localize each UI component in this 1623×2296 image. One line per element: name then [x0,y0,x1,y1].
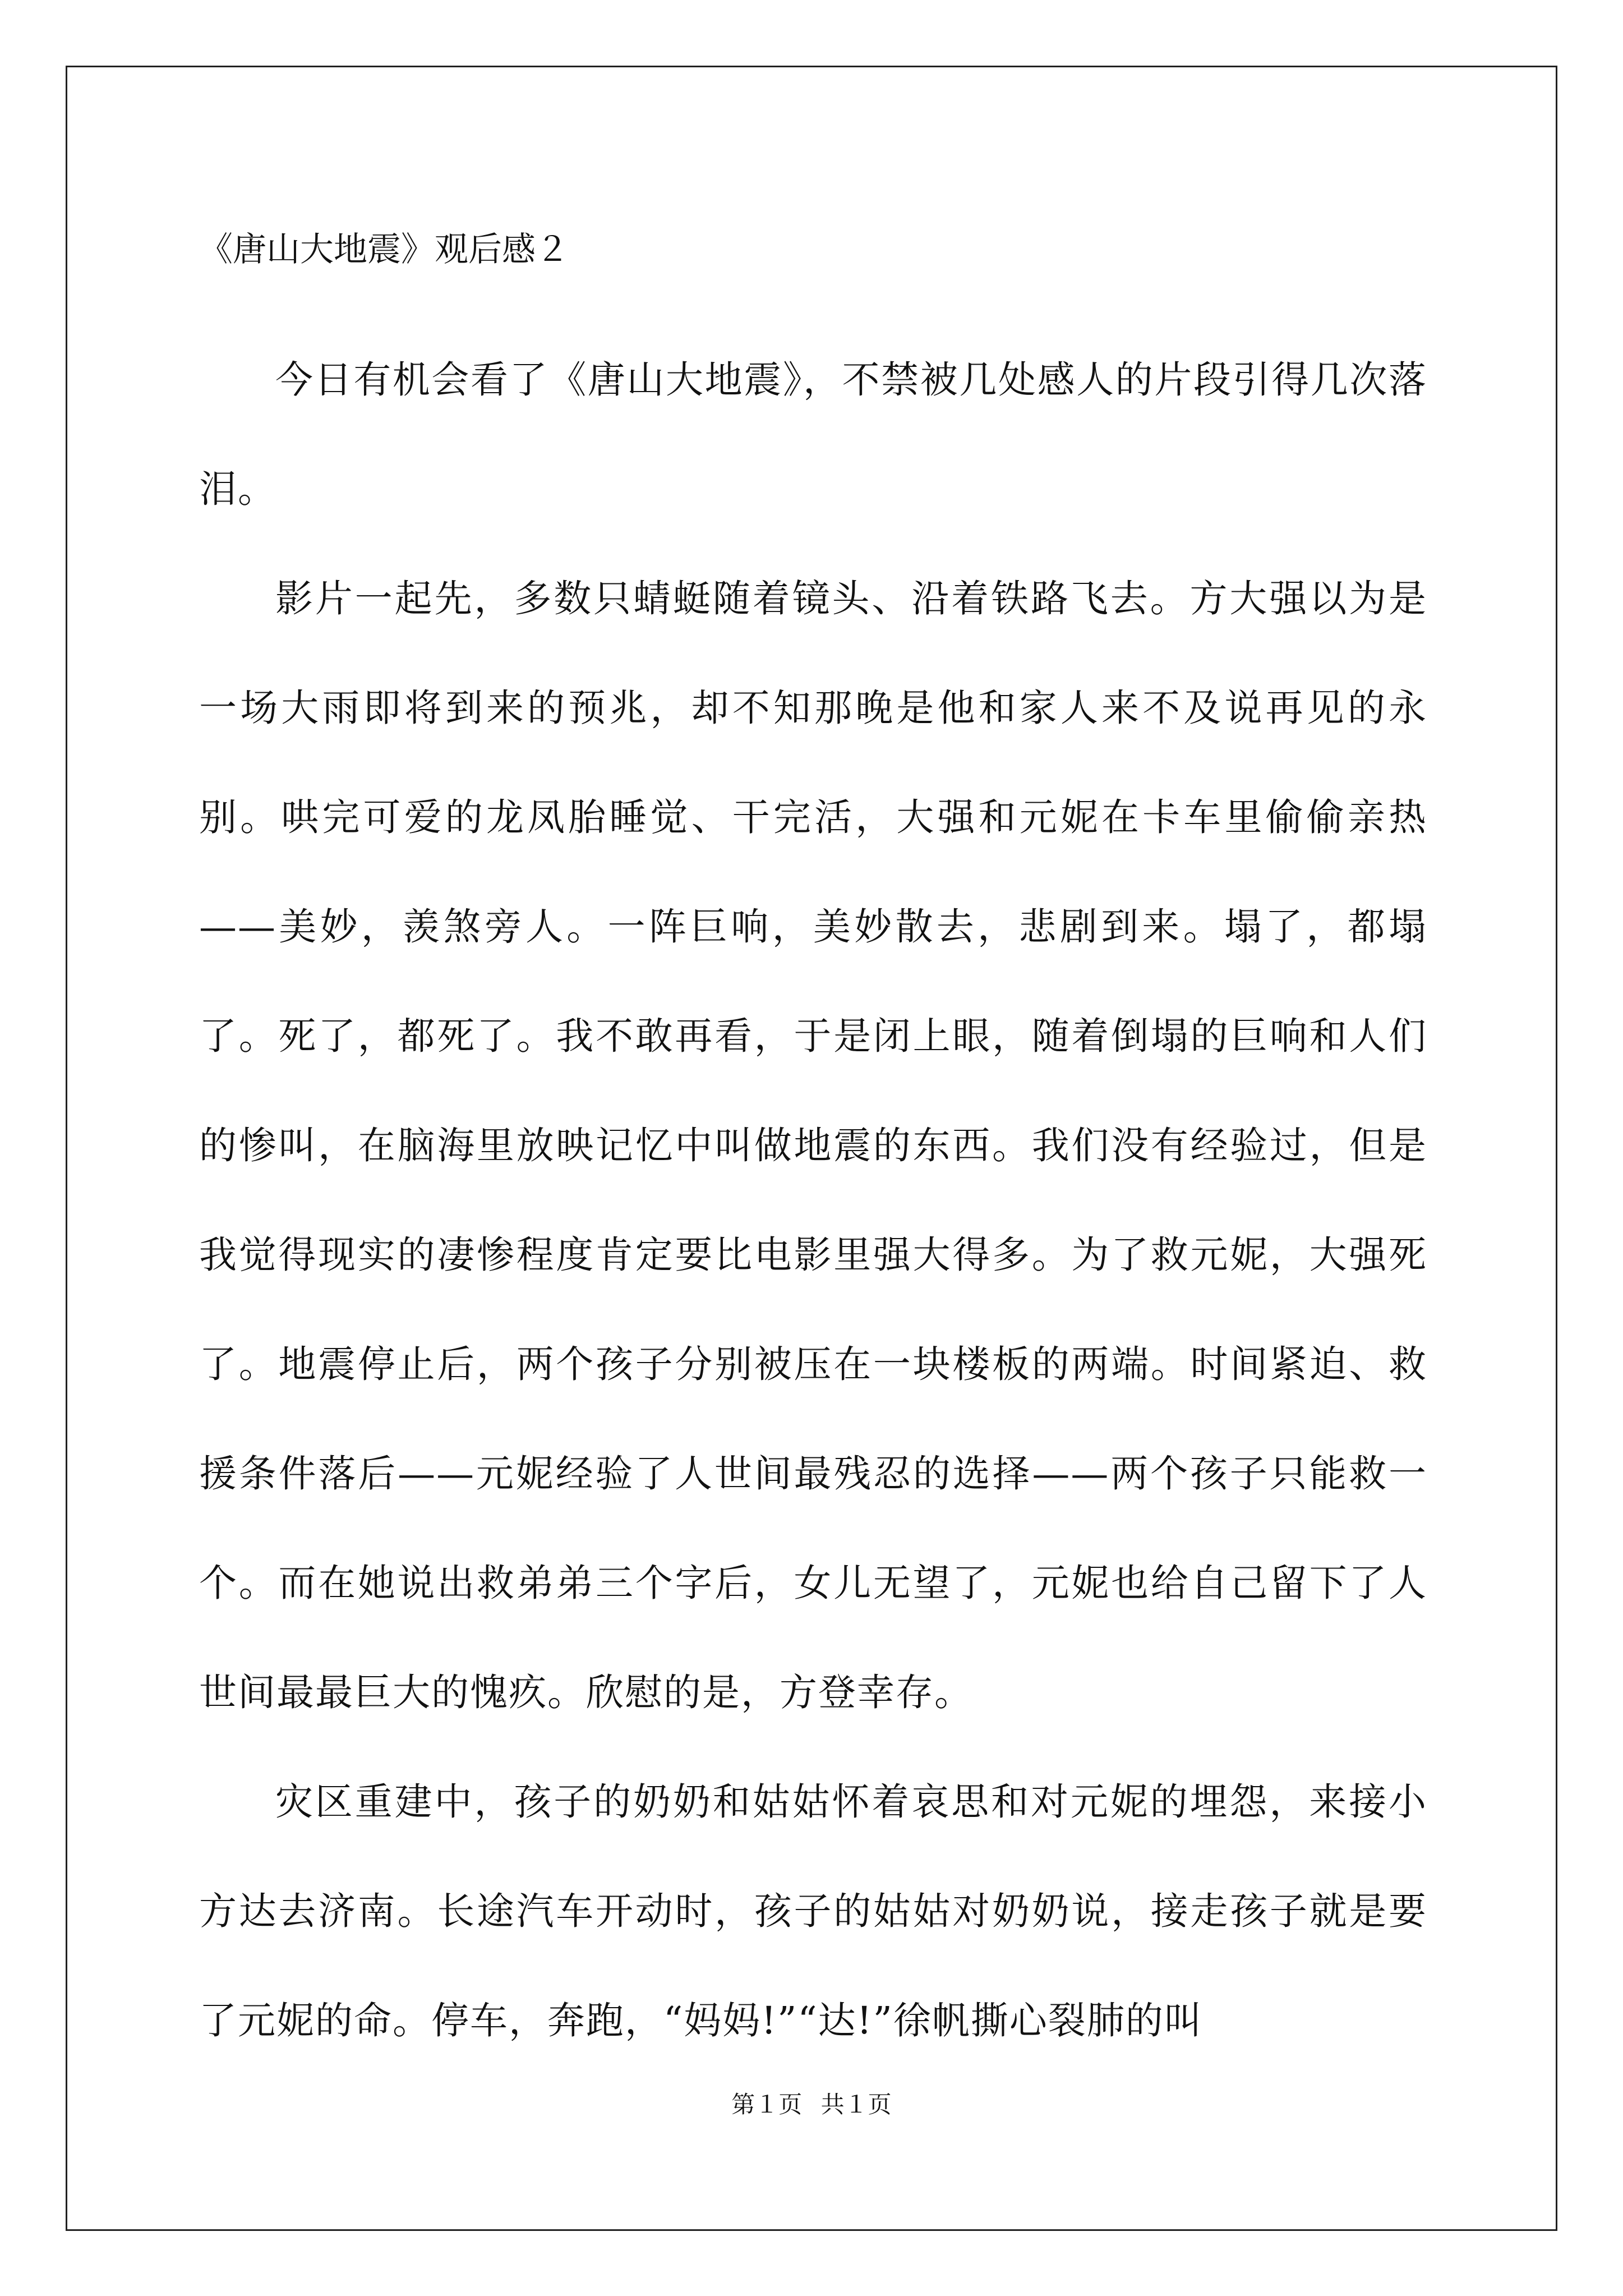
paragraph-2: 影片一起先，多数只蜻蜓随着镜头、沿着铁路飞去。方大强以为是一场大雨即将到来的预兆，却不知那晚是他和家人来不及说再见的永别。哄完可爱的龙凤胎睡觉、干完活，大强和元妮在卡车里偷偷亲热——美妙，羡煞旁人。一阵巨响，美妙散去，悲剧到来。塌了，都塌了。死了，都死了。我不敢再看，于是闭上眼，随着倒塌的巨响和人们的惨叫，在脑海里放映记忆中叫做地震的东西。我们没有经验过，但是我觉得现实的凄惨程度肯定要比电影里强大得多。为了救元妮，大强死了。地震停止后，两个孩子分别被压在一块楼板的两端。时间紧迫、救援条件落后——元妮经验了人世间最残忍的选择——两个孩子只能救一个。而在她说出救弟弟三个字后，女儿无望了，元妮也给自己留下了人世间最最巨大的愧疚。欣慰的是，方登幸存。 [199,577,1427,1714]
document-title: 《唐山大地震》观后感２ [199,230,569,269]
paragraph-1: 今日有机会看了《唐山大地震》，不禁被几处感人的片段引得几次落泪。 [199,358,1427,511]
page-number-current: 第１页 [731,2091,803,2118]
document-body [199,222,1427,2076]
page-footer [0,2088,1623,2122]
paragraph-3: 灾区重建中，孩子的奶奶和姑姑怀着哀思和对元妮的埋怨，来接小方达去济南。长途汽车开动时，孩子的姑姑对奶奶说，接走孩子就是要了元妮的命。停车，奔跑，“妈妈!”“达!”徐帆撕心裂肺的叫 [199,1780,1427,2042]
page-number-total: 共１页 [820,2091,892,2118]
